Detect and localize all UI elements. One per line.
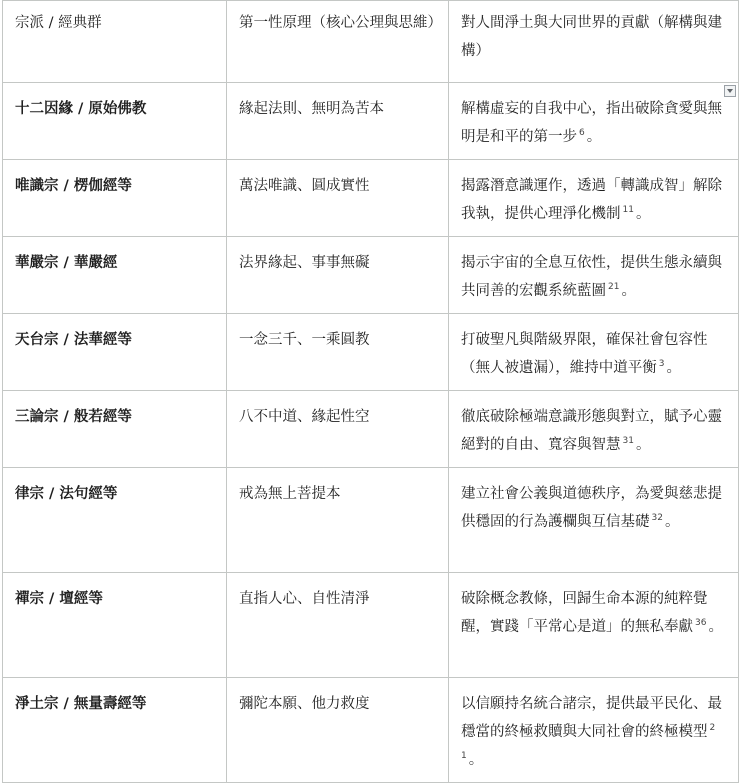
school-cell: 華嚴宗 / 華嚴經 — [3, 237, 227, 314]
school-cell: 天台宗 / 法華經等 — [3, 314, 227, 391]
school-cell: 三論宗 / 般若經等 — [3, 391, 227, 468]
principle-cell: 法界緣起、事事無礙 — [227, 237, 449, 314]
contribution-cell — [449, 237, 739, 314]
principle-cell: 彌陀本願、他力救度 — [227, 678, 449, 783]
contribution-tail: 。 — [635, 206, 651, 222]
contribution-tail: 。 — [664, 514, 680, 530]
contribution-text: 以信願持名統合諸宗，提供最平民化、最穩當的終極救贖與大同社會的終極模型 — [461, 696, 722, 740]
school-cell: 十二因緣 / 原始佛教 — [3, 83, 227, 160]
table-row — [3, 468, 739, 573]
principle-cell: 一念三千、一乘圓教 — [227, 314, 449, 391]
contribution-text: 揭露潛意識運作，透過「轉識成智」解除我執，提供心理淨化機制 — [461, 178, 722, 222]
contribution-text: 揭示宇宙的全息互依性，提供生態永續與共同善的宏觀系統藍圖 — [461, 255, 722, 299]
table-row — [3, 678, 739, 783]
contribution-tail: 。 — [666, 360, 681, 376]
contribution-tail: 。 — [635, 437, 651, 453]
contribution-tail: 。 — [468, 752, 484, 768]
principle-cell: 萬法唯識、圓成實性 — [227, 160, 449, 237]
table-row — [3, 160, 739, 237]
footnote-ref[interactable]: 11 — [622, 205, 634, 216]
contribution-text: 建立社會公義與道德秩序，為愛與慈悲提供穩固的行為護欄與互信基礎 — [461, 486, 722, 530]
table-row — [3, 83, 739, 160]
table-row — [3, 314, 739, 391]
contribution-tail: 。 — [621, 283, 636, 299]
contribution-text: 徹底破除極端意識形態與對立，賦予心靈絕對的自由、寬容與智慧 — [461, 409, 722, 453]
contribution-cell — [449, 573, 739, 678]
footnote-ref[interactable]: 6 — [579, 128, 585, 139]
footnote-ref[interactable]: 36 — [695, 618, 707, 629]
contribution-cell — [449, 314, 739, 391]
principle-cell: 直指人心、自性清淨 — [227, 573, 449, 678]
contribution-cell — [449, 468, 739, 573]
school-cell: 禪宗 / 壇經等 — [3, 573, 227, 678]
footnote-ref[interactable]: 3 — [658, 359, 665, 370]
header-school: 宗派 / 經典群 — [3, 1, 227, 83]
school-cell: 律宗 / 法句經等 — [3, 468, 227, 573]
table-header — [3, 1, 739, 83]
school-cell: 唯識宗 / 楞伽經等 — [3, 160, 227, 237]
contribution-text: 破除概念教條，回歸生命本源的純粹覺醒，實踐「平常心是道」的無私奉獻 — [461, 591, 708, 635]
contribution-cell — [449, 678, 739, 783]
table-row — [3, 573, 739, 678]
contribution-cell — [449, 83, 739, 160]
table-row — [3, 391, 739, 468]
contribution-cell — [449, 160, 739, 237]
footnote-ref[interactable]: 32 — [651, 513, 663, 524]
contribution-text: 解構虛妄的自我中心，指出破除貪愛與無明是和平的第一步 — [461, 101, 722, 145]
footnote-ref[interactable]: 21 — [608, 282, 620, 293]
chevron-down-icon[interactable] — [724, 85, 736, 97]
table-row — [3, 237, 739, 314]
contribution-cell — [449, 391, 739, 468]
school-cell: 淨土宗 / 無量壽經等 — [3, 678, 227, 783]
footnote-ref[interactable]: 31 — [622, 436, 634, 447]
header-principle: 第一性原理（核心公理與思維） — [227, 1, 449, 83]
comparison-table — [2, 0, 739, 783]
principle-cell: 緣起法則、無明為苦本 — [227, 83, 449, 160]
contribution-text: 打破聖凡與階級界限，確保社會包容性（無人被遺漏），維持中道平衡 — [461, 332, 708, 376]
footnote-ref[interactable]: 21 — [461, 723, 716, 762]
principle-cell: 戒為無上菩提本 — [227, 468, 449, 573]
contribution-tail: 。 — [586, 129, 602, 145]
header-contribution: 對人間淨土與大同世界的貢獻（解構與建構） — [449, 1, 739, 83]
contribution-tail: 。 — [708, 619, 723, 635]
principle-cell: 八不中道、緣起性空 — [227, 391, 449, 468]
header-row — [3, 1, 739, 83]
